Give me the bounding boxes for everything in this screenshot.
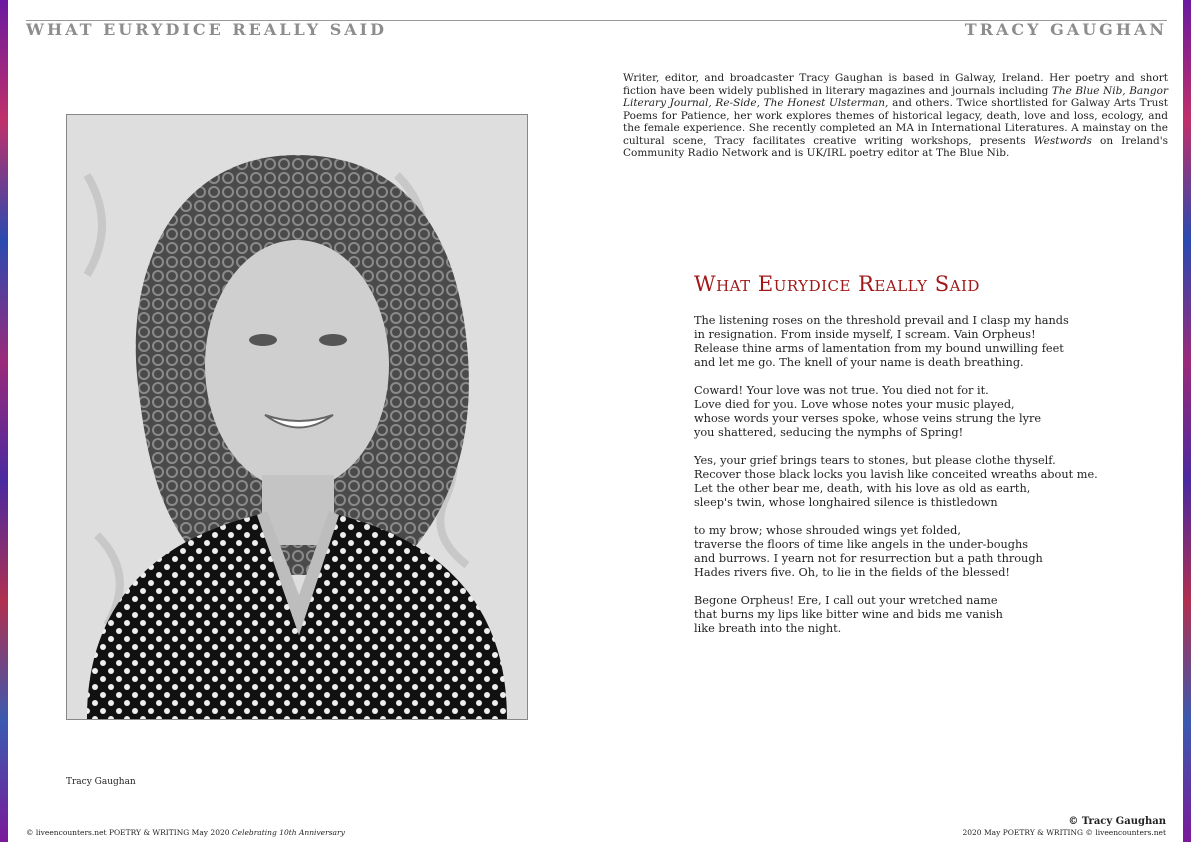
poem-line: Recover those black locks you lavish like conceited wreaths about me. <box>694 468 1098 481</box>
footer-left-text: © liveencounters.net POETRY & WRITING May 2020 <box>26 828 232 837</box>
poem-line: Hades rivers five. Oh, to lie in the fields of the blessed! <box>694 566 1010 579</box>
bio-text-2: and others. Twice shortlisted for Galway Arts Trust Poems for Patience, her work explores themes of historical legacy, death, love and loss, ecology, and the female experience. She recently completed an MA in International Literatures. A mainstay on the cultural scene, Tracy facilitates creative writing workshops, presents <box>623 97 1168 147</box>
poem-line: that burns my lips like bitter wine and bids me vanish <box>694 608 1003 621</box>
poem-line: Coward! Your love was not true. You died not for it. <box>694 384 989 397</box>
poem-line: sleep's twin, whose longhaired silence is thistledown <box>694 496 998 509</box>
poem-line: you shattered, seducing the nymphs of Spring! <box>694 426 964 439</box>
poem-stanza <box>694 454 1134 510</box>
footer-anniversary: Celebrating 10th Anniversary <box>231 828 345 837</box>
poem-title: What Eurydice Really Said <box>694 272 980 296</box>
poem-body <box>694 314 1134 650</box>
poem-line: The listening roses on the threshold prevail and I clasp my hands <box>694 314 1069 327</box>
bio-text-3: on Ireland's Community Radio Network and is UK/IRL poetry editor at The Blue Nib. <box>623 134 1168 159</box>
poem-stanza <box>694 594 1134 636</box>
bio-journals: The Blue Nib, Bangor Literary Journal, Re-Side, The Honest Ulsterman, <box>623 84 1168 109</box>
poem-stanza <box>694 524 1134 580</box>
author-biography <box>623 72 1168 160</box>
header-author-name: TRACY GAUGHAN <box>964 20 1167 39</box>
poem-line: Begone Orpheus! Ere, I call out your wretched name <box>694 594 998 607</box>
poem-line: Yes, your grief brings tears to stones, but please clothe thyself. <box>694 454 1056 467</box>
right-decorative-border <box>1183 0 1191 842</box>
header-poem-title: WHAT EURYDICE REALLY SAID <box>26 20 388 39</box>
poem-line: to my brow; whose shrouded wings yet folded, <box>694 524 961 537</box>
poem-line: Love died for you. Love whose notes your music played, <box>694 398 1015 411</box>
poem-line: and let me go. The knell of your name is death breathing. <box>694 356 1024 369</box>
poem-stanza <box>694 314 1134 370</box>
footer-left-credit <box>26 828 345 837</box>
poem-line: and burrows. I yearn not for resurrection but a path through <box>694 552 1043 565</box>
poem-line: Let the other bear me, death, with his love as old as earth, <box>694 482 1031 495</box>
poem-line: Release thine arms of lamentation from my bound unwilling feet <box>694 342 1064 355</box>
author-copyright: © Tracy Gaughan <box>1068 816 1166 827</box>
poem-line: traverse the floors of time like angels in the under-boughs <box>694 538 1029 551</box>
poem-stanza <box>694 384 1134 440</box>
poem-line: in resignation. From inside myself, I scream. Vain Orpheus! <box>694 328 1036 341</box>
left-decorative-border <box>0 0 8 842</box>
poem-line: whose words your verses spoke, whose veins strung the lyre <box>694 412 1042 425</box>
footer-right-credit: 2020 May POETRY & WRITING © liveencounters.net <box>962 828 1166 837</box>
bio-radio-show: Westwords <box>1033 134 1092 147</box>
magazine-page <box>8 0 1183 842</box>
bio-text-1: Writer, editor, and broadcaster Tracy Gaughan is based in Galway, Ireland. Her poetry and short fiction have been widely published in literary magazines and journals including <box>623 72 1168 97</box>
author-portrait-photo <box>66 114 528 720</box>
portrait-illustration <box>67 115 527 719</box>
poem-line: like breath into the night. <box>694 622 842 635</box>
photo-caption: Tracy Gaughan <box>66 777 136 787</box>
